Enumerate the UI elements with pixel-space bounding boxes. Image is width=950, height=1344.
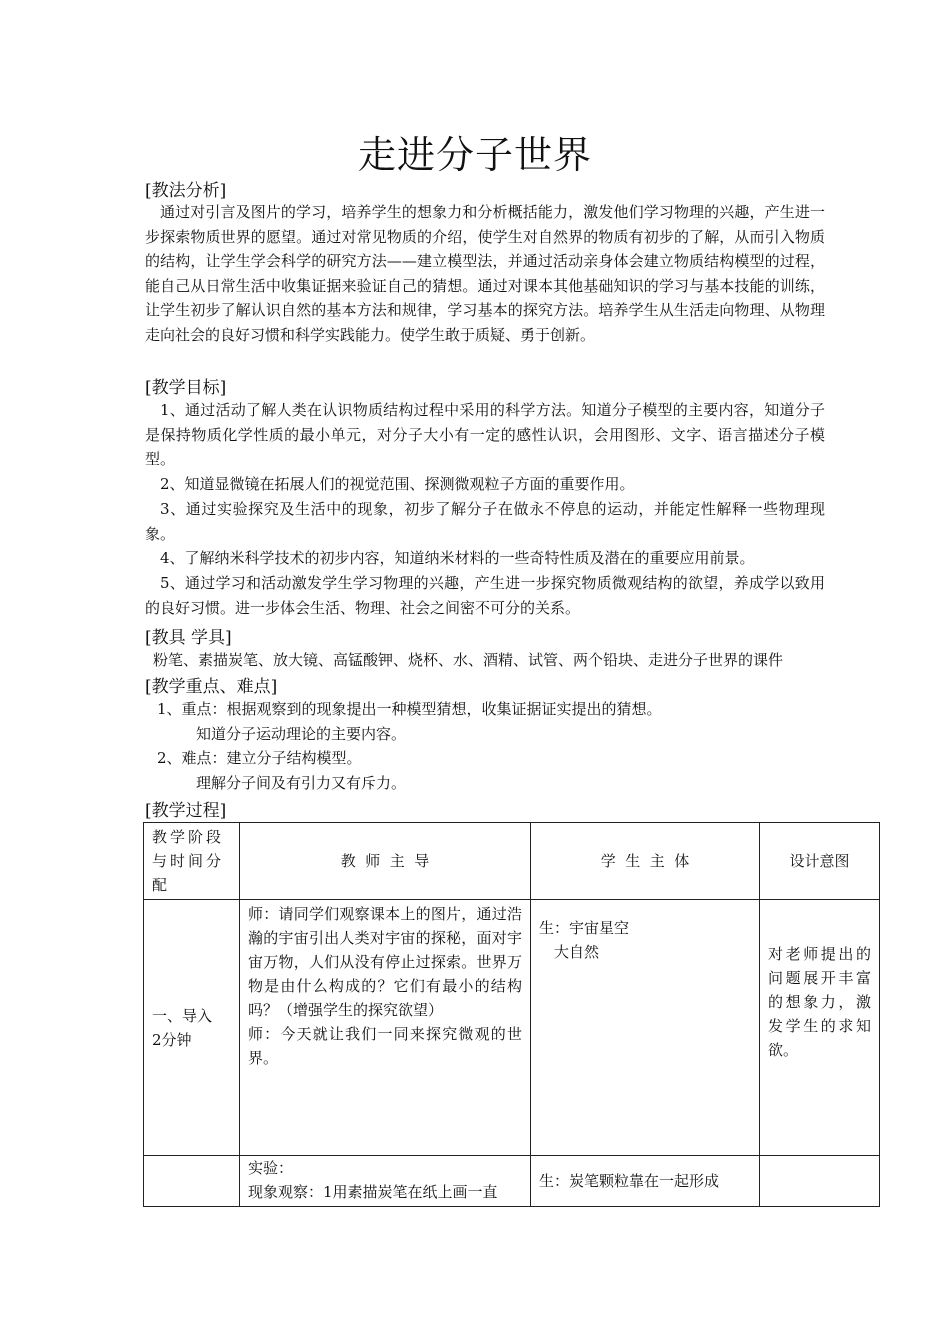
goal-item-3: 3、通过实验探究及生活中的现象，初步了解分子在做永不停息的运动，并能定性解释一些物理现象。 <box>145 500 825 543</box>
header-cell-stage: 教学阶段与时间分配 <box>144 823 240 900</box>
student-cell: 生：宇宙星空 大自然 <box>531 900 760 1156</box>
method-paragraph: 通过对引言及图片的学习，培养学生的想象力和分析概括能力，激发他们学习物理的兴趣，产生进一步探索物质世界的愿望。通过对常见物质的介绍，使学生对自然界的物质有初步的了解，从而引入物质的结构，让学生学会科学的研究方法——建立模型法，并通过活动亲身体会建立物质结构模型的过程，能自己从日常生活中收集证据来验证自己的猜想。通过对课本其他基础知识的学习与基本技能的训练，让学生初步了解认识自然的基本方法和规律，学习基本的探究方法。培养学生从生活走向物理、从物理走向社会的良好习惯和科学实践能力。使学生敢于质疑、勇于创新。 <box>145 203 825 344</box>
tools-text: 粉笔、素描炭笔、放大镜、高锰酸钾、烧杯、水、酒精、试管、两个铅块、走进分子世界的课件 <box>153 651 784 669</box>
section-heading-goals: [教学目标] <box>145 378 227 398</box>
teacher-cell: 师：请同学们观察课本上的图片，通过浩瀚的宇宙引出人类对宇宙的探秘，面对宇宙万物，人们从没有停止过探索。世界万物是由什么构成的？它们有最小的结构吗？（增强学生的探究欲望） 师：今天就让我们一同来探究微观的世界。 <box>240 900 531 1156</box>
student-cell: 生：炭笔颗粒靠在一起形成 <box>531 1156 760 1207</box>
goal-item-1: 1、通过活动了解人类在认识物质结构过程中采用的科学方法。知道分子模型的主要内容，知道分子是保持物质化学性质的最小单元，对分子大小有一定的感性认识，会用图形、文字、语言描述分子模型。 <box>145 401 825 468</box>
teacher-cell: 实验： 现象观察：1用素描炭笔在纸上画一直 <box>240 1156 531 1207</box>
header-cell-teacher: 教 师 主 导 <box>240 823 531 900</box>
section-heading-key-points: [教学重点、难点] <box>145 677 278 697</box>
process-table <box>143 822 880 1207</box>
goal-item-5: 5、通过学习和活动激发学生学习物理的兴趣，产生进一步探究物质微观结构的欲望，养成学以致用的良好习惯。进一步体会生活、物理、社会之间密不可分的关系。 <box>145 574 825 617</box>
key-point-line: 理解分子间及有引力又有斥力。 <box>196 774 407 792</box>
header-cell-student: 学 生 主 体 <box>531 823 760 900</box>
section-heading-tools: [教具 学具] <box>145 628 232 648</box>
table-header-row <box>144 823 880 900</box>
section-heading-method: [教法分析] <box>145 181 227 201</box>
table-row <box>144 1156 880 1207</box>
document-title: 走进分子世界 <box>357 133 592 177</box>
goal-item-4: 4、了解纳米科学技术的初步内容，知道纳米材料的一些奇特性质及潜在的重要应用前景。 <box>160 549 755 567</box>
intent-cell <box>760 1156 880 1207</box>
goal-item-2: 2、知道显微镜在拓展人们的视觉范围、探测微观粒子方面的重要作用。 <box>160 475 635 493</box>
intent-cell: 对老师提出的问题展开丰富的想象力，激发学生的求知欲。 <box>760 900 880 1156</box>
key-point-line: 2、难点：建立分子结构模型。 <box>157 749 362 767</box>
key-point-line: 1、重点：根据观察到的现象提出一种模型猜想，收集证据证实提出的猜想。 <box>157 700 662 718</box>
stage-cell: 一、导入 2分钟 <box>144 900 240 1156</box>
header-cell-intent: 设计意图 <box>760 823 880 900</box>
key-point-line: 知道分子运动理论的主要内容。 <box>196 725 407 743</box>
stage-cell <box>144 1156 240 1207</box>
section-heading-process: [教学过程] <box>145 801 227 821</box>
table-row <box>144 900 880 1156</box>
